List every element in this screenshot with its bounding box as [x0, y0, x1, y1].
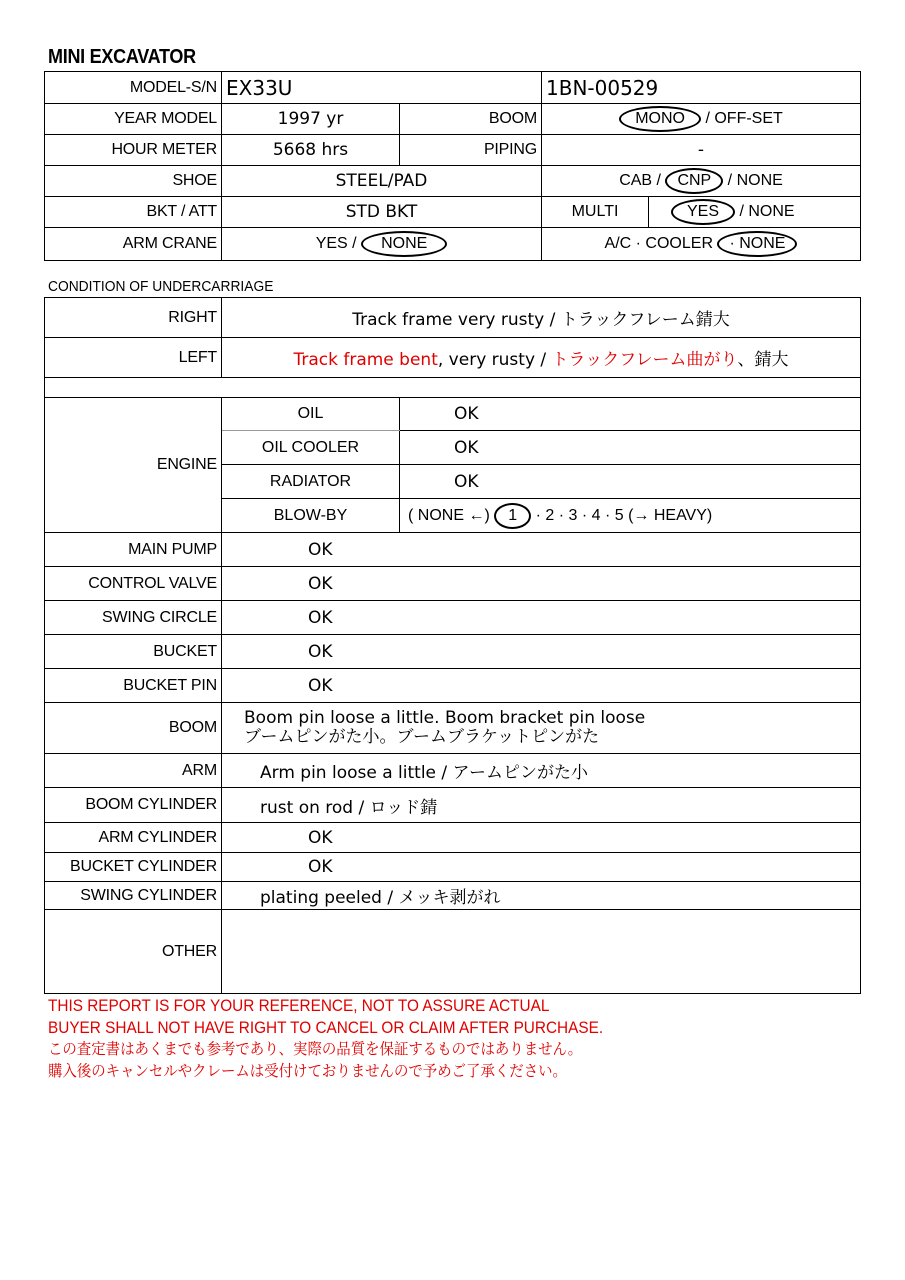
arm-cylinder-label: ARM CYLINDER	[45, 823, 222, 853]
bucket-cylinder-label: BUCKET CYLINDER	[45, 853, 222, 882]
blowby-scale	[400, 499, 861, 533]
model-sn-label: MODEL-S/N	[45, 72, 222, 104]
row-engine-oil	[45, 398, 861, 431]
row-shoe	[45, 166, 861, 197]
control-valve-label: CONTROL VALVE	[45, 567, 222, 601]
bucket-value: OK	[222, 635, 861, 669]
crane-none-selected: NONE	[361, 231, 447, 257]
multi-label: MULTI	[542, 197, 649, 228]
cnp-selected: CNP	[665, 168, 723, 194]
boom-part-label: BOOM	[45, 703, 222, 754]
row-crane	[45, 228, 861, 261]
ac-none-selected: · NONE	[717, 231, 797, 257]
row-hours	[45, 135, 861, 166]
blowby-none: ( NONE ←)	[408, 506, 490, 524]
boom-mono-selected: MONO	[619, 106, 701, 132]
disclaimer	[48, 996, 645, 1082]
multi-options	[649, 197, 861, 228]
blowby-label: BLOW-BY	[222, 499, 400, 533]
undercarriage-table	[44, 297, 861, 398]
disclaimer-line-3: この査定書はあくまでも参考であり、実際の品質を保証するものではありません。	[48, 1040, 583, 1058]
arm-crane-options	[222, 228, 542, 261]
row-spacer	[45, 378, 861, 398]
undercarriage-heading: CONDITION OF UNDERCARRIAGE	[48, 278, 274, 295]
piping-label: PIPING	[400, 135, 542, 166]
arm-cylinder-value: OK	[222, 823, 861, 853]
arm-label: ARM	[45, 754, 222, 788]
swing-circle-label: SWING CIRCLE	[45, 601, 222, 635]
engine-label: ENGINE	[45, 398, 222, 533]
bkt-att-value: STD BKT	[222, 197, 542, 228]
ac-cooler-options	[542, 228, 861, 261]
left-value	[222, 338, 861, 378]
row-bucket-pin	[45, 669, 861, 703]
arm-value: Arm pin loose a little / アームピンがた小	[222, 754, 861, 788]
other-value	[222, 910, 861, 994]
left-label: LEFT	[45, 338, 222, 378]
none-option: / NONE	[727, 172, 783, 189]
oil-value: OK	[400, 398, 861, 431]
disclaimer-line-4: 購入後のキャンセルやクレームは受付けておりませんので予めご了承ください。	[48, 1061, 567, 1080]
row-main-pump	[45, 533, 861, 567]
row-model	[45, 72, 861, 104]
cab-options	[542, 166, 861, 197]
boom-options	[542, 104, 861, 135]
condition-table	[44, 397, 861, 994]
other-label: OTHER	[45, 910, 222, 994]
blowby-levels: · 2 · 3 · 4 · 5 (→ HEAVY)	[535, 506, 713, 524]
left-end: 、錆大	[737, 350, 789, 370]
bucket-pin-label: BUCKET PIN	[45, 669, 222, 703]
shoe-value: STEEL/PAD	[222, 166, 542, 197]
radiator-label: RADIATOR	[222, 465, 400, 499]
row-swing-circle	[45, 601, 861, 635]
bucket-label: BUCKET	[45, 635, 222, 669]
boom-line-en: Boom pin loose a little. Boom bracket pin loose	[244, 708, 646, 728]
row-other	[45, 910, 861, 994]
oil-label: OIL	[222, 398, 400, 431]
swing-circle-value: OK	[222, 601, 861, 635]
main-pump-value: OK	[222, 533, 861, 567]
swing-cylinder-label: SWING CYLINDER	[45, 882, 222, 910]
bucket-cylinder-value: OK	[222, 853, 861, 882]
model-value: EX33U	[222, 72, 542, 104]
boom-cylinder-label: BOOM CYLINDER	[45, 788, 222, 823]
year-value: 1997 yr	[222, 104, 400, 135]
radiator-value: OK	[400, 465, 861, 499]
left-red-en: Track frame bent	[293, 350, 438, 370]
right-label: RIGHT	[45, 298, 222, 338]
crane-yes-option: YES /	[315, 235, 357, 252]
boom-line-jp: ブームピンがた小。ブームブラケットピンがた	[244, 727, 600, 747]
page-title: MINI EXCAVATOR	[48, 46, 196, 68]
row-boom-cylinder	[45, 788, 861, 823]
bkt-att-label: BKT / ATT	[45, 197, 222, 228]
disclaimer-line-2: BUYER SHALL NOT HAVE RIGHT TO CANCEL OR CLAIM AFTER PURCHASE.	[48, 1018, 604, 1037]
boom-offset-option: / OFF-SET	[705, 110, 783, 127]
piping-value: -	[542, 135, 861, 166]
left-red-jp: トラックフレーム曲がり	[551, 350, 738, 370]
main-pump-label: MAIN PUMP	[45, 533, 222, 567]
row-right	[45, 298, 861, 338]
ac-cooler-label: A/C · COOLER	[604, 235, 713, 252]
swing-cylinder-value: plating peeled / メッキ剥がれ	[222, 882, 861, 910]
boom-part-value	[222, 703, 861, 754]
hour-meter-label: HOUR METER	[45, 135, 222, 166]
blowby-level-selected: 1	[494, 503, 531, 529]
oil-cooler-value: OK	[400, 431, 861, 465]
boom-label: BOOM	[400, 104, 542, 135]
arm-crane-label: ARM CRANE	[45, 228, 222, 261]
cab-option: CAB /	[619, 172, 661, 189]
multi-none-option: / NONE	[739, 203, 795, 220]
year-label: YEAR MODEL	[45, 104, 222, 135]
spec-table	[44, 71, 861, 261]
shoe-label: SHOE	[45, 166, 222, 197]
control-valve-value: OK	[222, 567, 861, 601]
boom-cylinder-value: rust on rod / ロッド錆	[222, 788, 861, 823]
row-year	[45, 104, 861, 135]
row-bucket	[45, 635, 861, 669]
disclaimer-line-1: THIS REPORT IS FOR YOUR REFERENCE, NOT TO ASSURE ACTUAL	[48, 997, 550, 1015]
multi-yes-selected: YES	[671, 199, 735, 225]
serial-value: 1BN-00529	[542, 72, 861, 104]
row-swing-cylinder	[45, 882, 861, 910]
row-boom	[45, 703, 861, 754]
row-bkt	[45, 197, 861, 228]
spacer-cell	[45, 378, 861, 398]
row-arm	[45, 754, 861, 788]
hour-meter-value: 5668 hrs	[222, 135, 400, 166]
row-left	[45, 338, 861, 378]
row-arm-cylinder	[45, 823, 861, 853]
oil-cooler-label: OIL COOLER	[222, 431, 400, 465]
bucket-pin-value: OK	[222, 669, 861, 703]
row-bucket-cylinder	[45, 853, 861, 882]
row-control-valve	[45, 567, 861, 601]
right-value: Track frame very rusty / トラックフレーム錆大	[222, 298, 861, 338]
left-mid: , very rusty /	[437, 350, 552, 370]
